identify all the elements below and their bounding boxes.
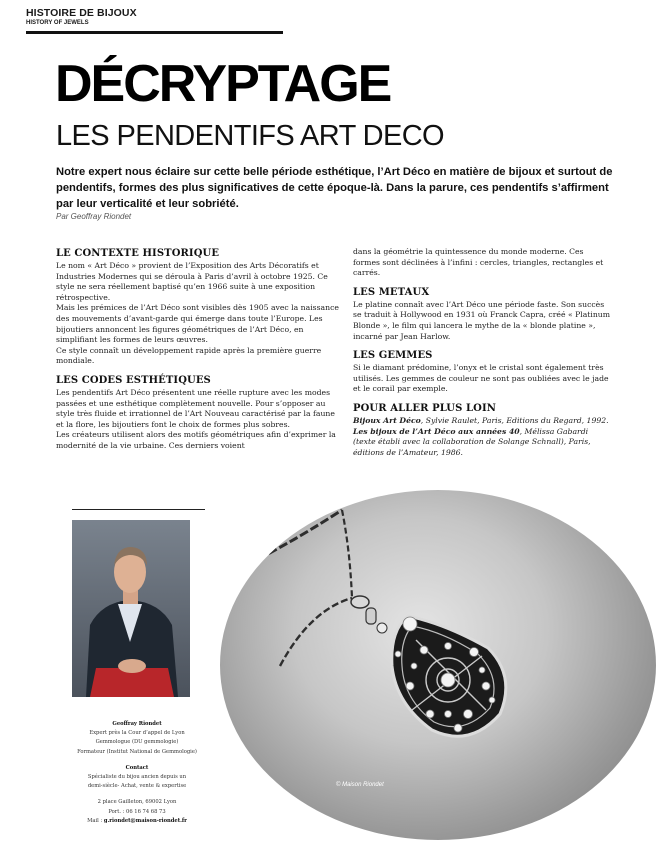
heading-plus-loin: POUR ALLER PLUS LOIN [353,402,496,414]
author-title-2: Gemmologue (DU gemmologie) [95,739,179,746]
contact-email[interactable]: g.riondet@maison-riondet.fr [103,817,187,824]
codes-paragraph-2: Les créateurs utilisent alors des motifs géométriques afin d’exprimer la modernité de la vie urbaine. Ces derniers voient [56,430,336,450]
contact-heading: Contact [125,764,149,771]
contact-address: 2 place Gailleton, 69002 Lyon [97,799,177,806]
heading-contexte: LE CONTEXTE HISTORIQUE [56,248,220,259]
reference-2-title: Les bijoux de l’Art Déco aux années 40 [353,426,520,436]
article-subtitle: LES PENDENTIFS ART DECO [56,120,445,152]
contact-email-label: Mail : [87,817,104,824]
contact-email-line [62,817,212,826]
bio-rule [72,509,205,510]
heading-metaux: LES METAUX [353,286,430,298]
codes-paragraph-2-continued: dans la géométrie la quintessence du monde moderne. Ces formes sont déclinées à l’infini : cercles, triangles, rectangles et carrés. [353,247,604,278]
author-portrait [72,520,190,697]
contexte-paragraph-2: Mais les prémices de l’Art Déco sont visibles dès 1905 avec la naissance des mouvements d’avant-garde qui émerge dans toute l’Europe. Les bijoutiers annoncent les figures géométriques de l’Art Déco, en simplifiant les formes de leurs œuvres. [56,303,339,345]
article-title: DÉCRYPTAGE [55,55,391,113]
article-lead: Notre expert nous éclaire sur cette belle période esthétique, l’Art Déco en matière de bijoux et surtout de pendentifs, formes des plus significatives de cette époque-là. Dans la parure, ces pendentifs s’affirment par leur verticalité et leur sobriété. [56,166,613,210]
author-title-3: Formateur (Institut National de Gemmologie) [77,748,197,755]
section-rule [26,31,283,34]
reference-2 [353,427,611,459]
contact-phone: Port. : 06 16 74 68 73 [108,808,166,815]
section-label-en: HISTORY OF JEWELS [26,20,89,26]
reference-1-details: , Sylvie Raulet, Paris, Editions du Regard, 1992. [420,415,609,425]
gemmes-paragraph: Si le diamant prédomine, l’onyx et le cristal sont également très utilisés. Les gemmes de couleur ne sont pas oubliées avec le jade et le corail par exemple. [353,363,609,394]
section-label [26,7,283,27]
contact-desc-2: demi-siècle- Achat, vente & expertise [87,783,187,790]
contact-desc-1: Spécialiste du bijou ancien depuis un [87,774,187,781]
column-right [353,247,611,458]
author-bio [62,720,212,826]
contexte-paragraph-3: Ce style connaît un développement rapide après la première guerre mondiale. [56,345,322,366]
contexte-paragraph-1: Le nom « Art Déco » provient de l’Exposition des Arts Décoratifs et Industries Modernes qui se déroula à Paris d’avril à octobre 1925. Ce style ne sera réellement baptisé qu’en 1966 suite à une exposition rétrospective. [56,261,328,302]
pendant-photo [220,490,656,840]
metaux-paragraph: Le platine connaît avec l’Art Déco une période faste. Son succès se traduit à Hollywood en 1931 où Franck Capra, créé « Platinum Blonde », le film qui lancera le mythe de la « blonde platine », incarné par Jean Harlow. [353,299,611,341]
author-name: Geoffray Riondet [112,721,162,727]
author-title-1: Expert près la Cour d’appel de Lyon [89,730,185,737]
reference-2-details: , Mélissa Gabardi (texte établi avec la collaboration de Solange Schnall), Paris, éditions de l’Amateur, 1986. [353,426,591,457]
article-byline: Par Geoffray Riondet [56,212,132,221]
section-label-fr: HISTOIRE DE BIJOUX [26,7,137,19]
reference-1 [353,416,611,427]
codes-paragraph-1: Les pendentifs Art Déco présentent une réelle rupture avec les modes passées et une esthétique complètement nouvelle. Pour s’opposer au style très fluide et irrationnel de l’Art Nouveau caractérisé par la faune et la flore, les bijoutiers font le choix de formes plus sobres. [56,387,335,429]
reference-1-title: Bijoux Art Déco [353,415,421,425]
photo-credit: © Maison Riondet [336,782,384,788]
heading-gemmes: LES GEMMES [353,350,433,362]
heading-codes: LES CODES ESTHÉTIQUES [56,374,211,386]
column-left [56,248,343,452]
